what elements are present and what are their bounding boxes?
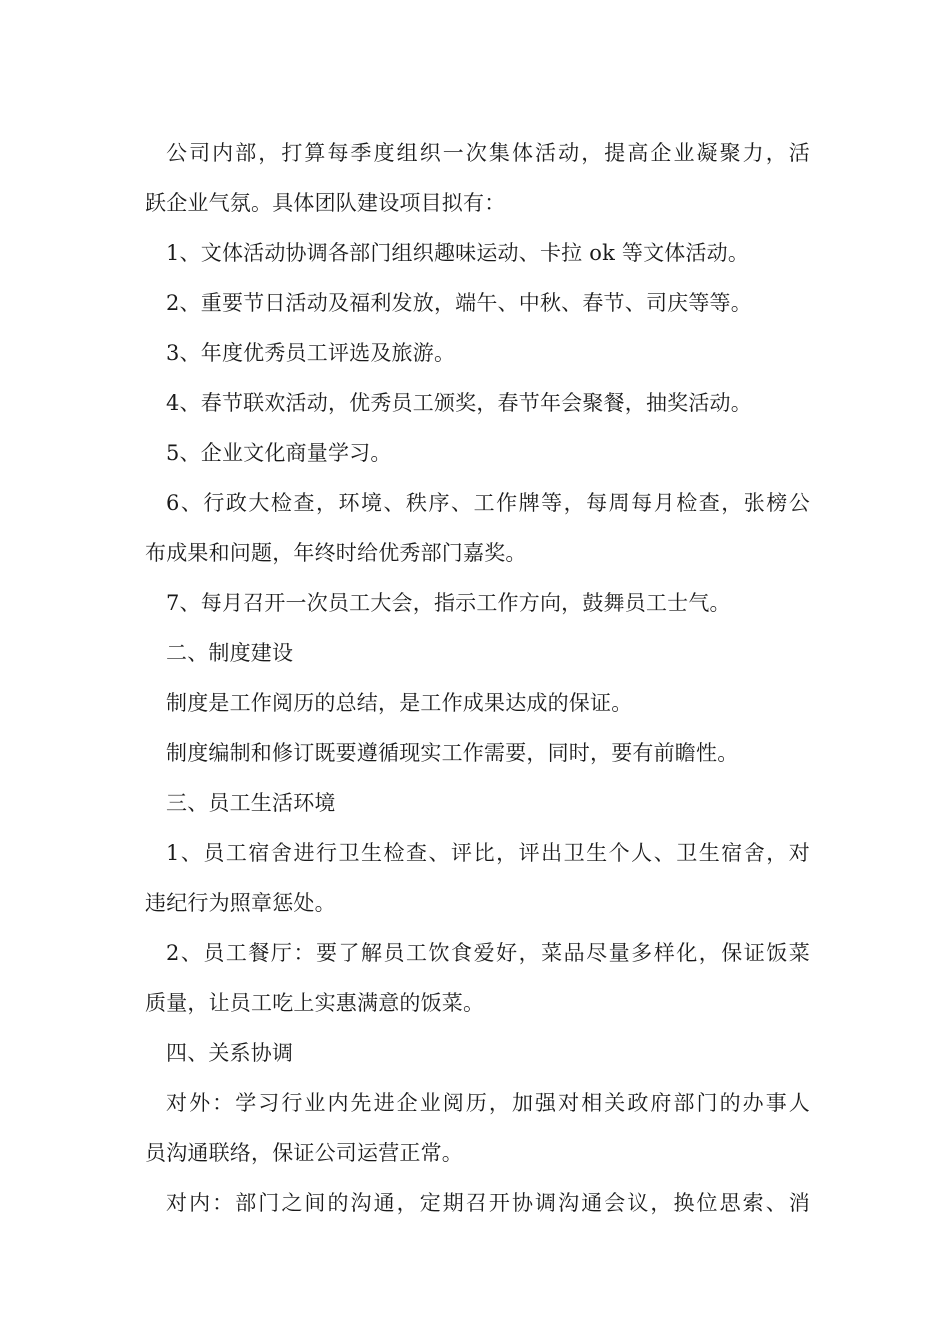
- list-item-continuation: 违纪行为照章惩处。: [145, 891, 336, 915]
- section-heading: 二、制度建设: [166, 641, 294, 665]
- paragraph-line: 公司内部，打算每季度组织一次集体活动，提高企业凝聚力，活: [166, 141, 810, 165]
- paragraph-line: 制度是工作阅历的总结，是工作成果达成的保证。: [166, 691, 633, 715]
- list-item: 5、企业文化商量学习。: [166, 441, 392, 465]
- list-item: 7、每月召开一次员工大会，指示工作方向，鼓舞员工士气。: [166, 591, 731, 615]
- paragraph-line: 员沟通联络，保证公司运营正常。: [145, 1141, 463, 1165]
- paragraph-line: 对外：学习行业内先进企业阅历，加强对相关政府部门的办事人: [166, 1091, 810, 1115]
- paragraph-line: 制度编制和修订既要遵循现实工作需要，同时，要有前瞻性。: [166, 741, 739, 765]
- list-item: 6、行政大检查，环境、秩序、工作牌等，每周每月检查，张榜公: [166, 491, 810, 515]
- paragraph-line: 跃企业气氛。具体团队建设项目拟有：: [145, 191, 506, 215]
- section-heading: 三、员工生活环境: [166, 791, 336, 815]
- paragraph-line: 对内：部门之间的沟通，定期召开协调沟通会议，换位思索、消: [166, 1191, 810, 1215]
- list-item-continuation: 质量，让员工吃上实惠满意的饭菜。: [145, 991, 485, 1015]
- list-item: 2、员工餐厅：要了解员工饮食爱好，菜品尽量多样化，保证饭菜: [166, 941, 810, 965]
- list-item: 1、员工宿舍进行卫生检查、评比，评出卫生个人、卫生宿舍，对: [166, 841, 810, 865]
- list-item: 4、春节联欢活动，优秀员工颁奖，春节年会聚餐，抽奖活动。: [166, 391, 752, 415]
- list-item-continuation: 布成果和问题，年终时给优秀部门嘉奖。: [145, 541, 527, 565]
- list-item: 2、重要节日活动及福利发放，端午、中秋、春节、司庆等等。: [166, 291, 752, 315]
- section-heading: 四、关系协调: [166, 1041, 294, 1065]
- document-body: [145, 128, 810, 1228]
- list-item: 1、文体活动协调各部门组织趣味运动、卡拉 ok 等文体活动。: [166, 241, 750, 265]
- list-item: 3、年度优秀员工评选及旅游。: [166, 341, 456, 365]
